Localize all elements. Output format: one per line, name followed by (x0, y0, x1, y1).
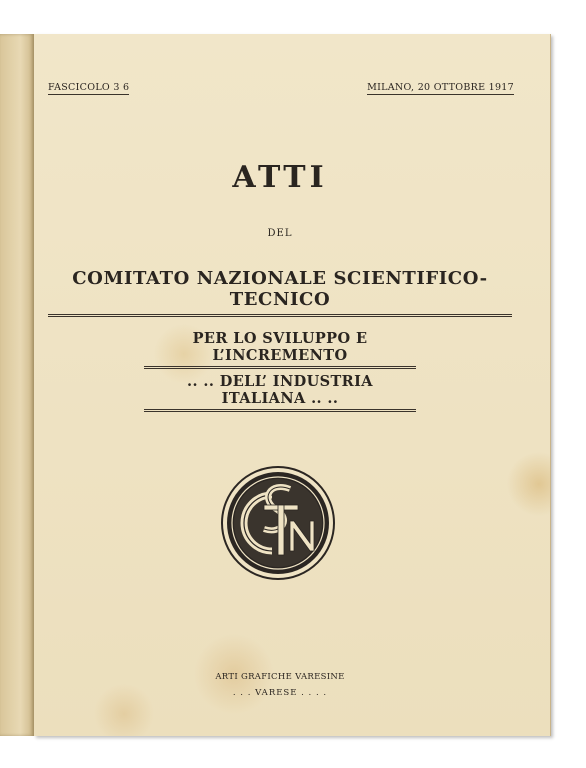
monogram-emblem-icon (220, 465, 336, 581)
book-spine (0, 34, 34, 736)
printer-city: . . . VARESE . . . . (232, 688, 328, 698)
subtitle-line-1: PER LO SVILUPPO E L’INCREMENTO (144, 330, 416, 369)
committee-name: COMITATO NAZIONALE SCIENTIFICO-TECNICO (48, 268, 512, 317)
issue-number: FASCICOLO 3 6 (48, 82, 130, 93)
emblem-svg (220, 465, 336, 581)
place-date: MILANO, 20 OTTOBRE 1917 (367, 82, 514, 93)
subtitle-line-2: .. .. DELL’ INDUSTRIA ITALIANA .. .. (144, 373, 416, 412)
cover-title: ATTI (232, 160, 328, 195)
printer-name: ARTI GRAFICHE VARESINE (215, 672, 345, 682)
title-connector: DEL (267, 228, 293, 239)
